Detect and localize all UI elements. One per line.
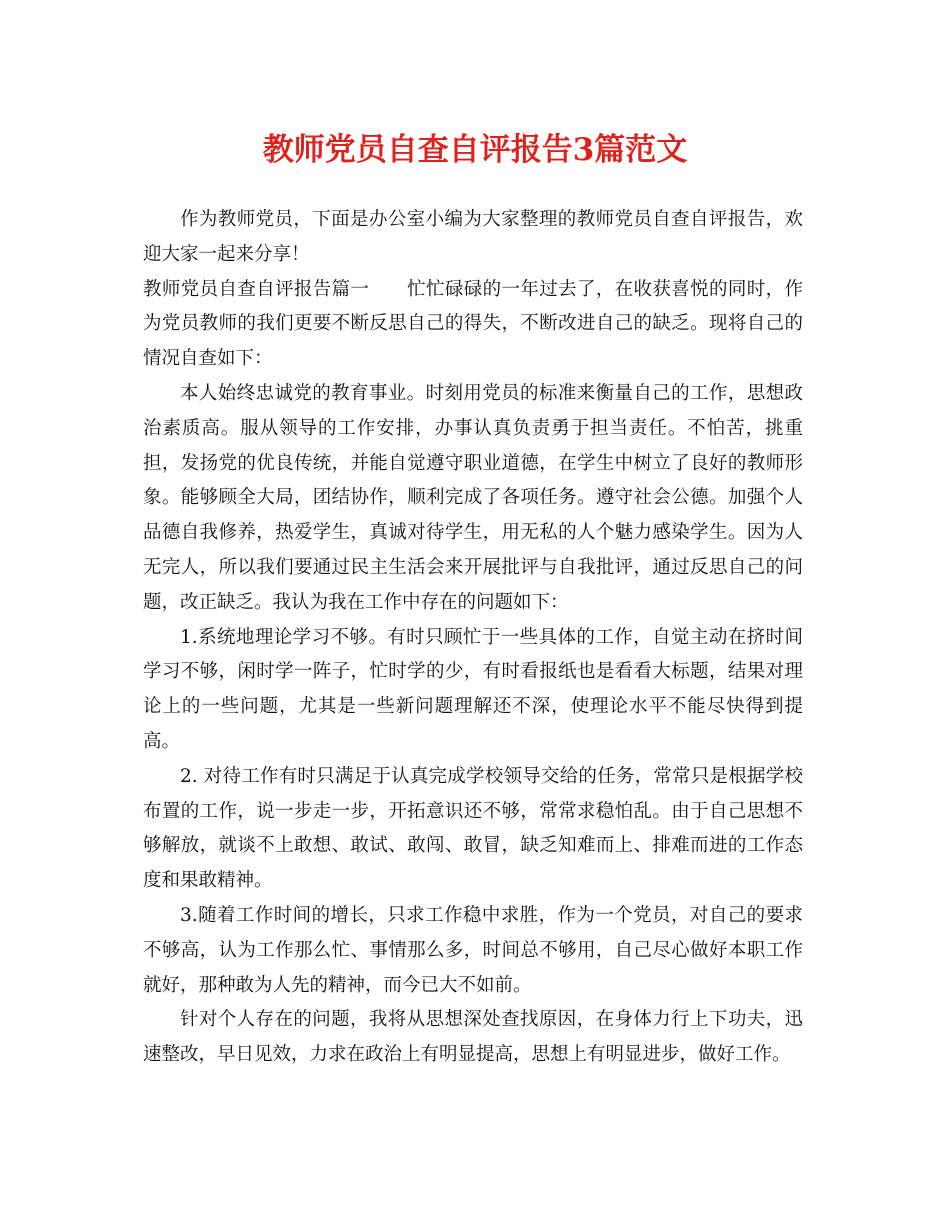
- paragraph-problem-1: 1.系统地理论学习不够。有时只顾忙于一些具体的工作，自觉主动在挤时间学习不够，闲时学一阵子，忙时学的少，有时看报纸也是看看大标题，结果对理论上的一些问题，尤其是一些新问题理解还不深，使理论水平不能尽快得到提高。: [143, 626, 803, 752]
- paragraph-overview: 本人始终忠诚党的教育事业。时刻用党员的标准来衡量自己的工作，思想政治素质高。服从领导的工作安排，办事认真负责勇于担当责任。不怕苦，挑重担，发扬党的优良传统，并能自觉遵守职业道德，在学生中树立了良好的教师形象。能够顾全大局，团结协作，顺利完成了各项任务。遵守社会公德。加强个人品德自我修养，热爱学生，真诚对待学生，用无私的人个魅力感染学生。因为人无完人，所以我们要通过民主生活会来开展批评与自我批评，通过反思自己的问题，改正缺乏。我认为我在工作中存在的问题如下：: [143, 382, 803, 613]
- page-title: 教师党员自查自评报告3篇范文: [262, 132, 688, 168]
- document-body: [143, 203, 803, 1073]
- paragraph-intro: 作为教师党员，下面是办公室小编为大家整理的教师党员自查自评报告，欢迎大家一起来分享！: [143, 209, 803, 265]
- paragraph-measures: 针对个人存在的问题，我将从思想深处查找原因，在身体力行上下功夫，迅速整改，早日见效，力求在政治上有明显提高，思想上有明显进步，做好工作。: [143, 1009, 803, 1066]
- paragraph-problem-3: 3.随着工作时间的增长，只求工作稳中求胜，作为一个党员，对自己的要求不够高，认为工作那么忙、事情那么多，时间总不够用，自己尽心做好本职工作就好，那种敢为人先的精神，而今已大不如前。: [143, 904, 803, 996]
- paragraph-problem-2: 2. 对待工作有时只满足于认真完成学校领导交给的任务，常常只是根据学校布置的工作，说一步走一步，开拓意识还不够，常常求稳怕乱。由于自己思想不够解放，就谈不上敢想、敢试、敢闯、敢冒，缺乏知难而上、排难而进的工作态度和果敢精神。: [143, 765, 803, 892]
- paragraph-piece-one-intro: 教师党员自查自评报告篇一 忙忙碌碌的一年过去了，在收获喜悦的同时，作为党员教师的我们更要不断反思自己的得失，不断改进自己的缺乏。现将自己的情况自查如下：: [143, 278, 803, 370]
